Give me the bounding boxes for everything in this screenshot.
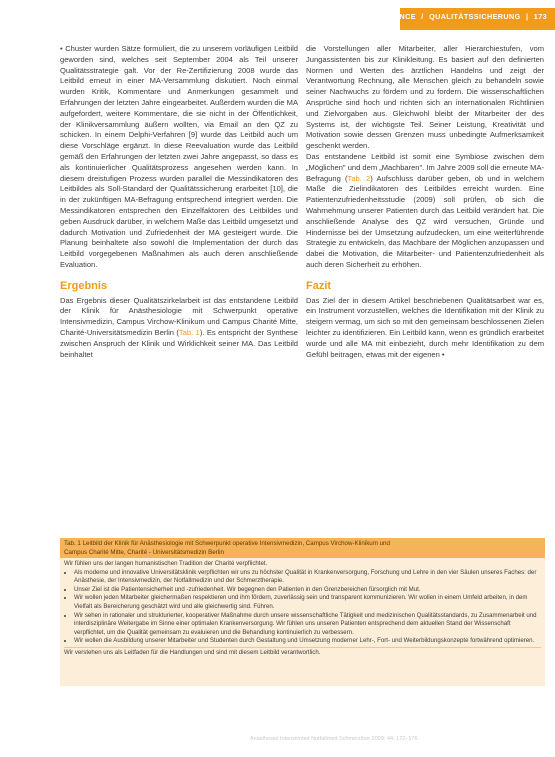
body-paragraph-2 [306, 152, 544, 271]
table-list [64, 569, 541, 646]
table-intro: Wir fühlen uns der langen humanistischen Tradition der Charité verpflichtet. [64, 560, 268, 567]
header-divider: | [525, 12, 529, 21]
left-column [60, 44, 298, 360]
section-heading-ergebnis: Ergebnis [60, 279, 108, 292]
table-list-item: • Wir wollen jeden Mitarbeiter gleichermaßen respektieren und ihm fördern, zuverlässig sein und transparent kommunizieren. Wir wollen in einem Umfeld arbeiten, in dem Vielfalt als Bereicherung geschätzt wird und alle gleichwertig sind. Führen. [74, 594, 541, 611]
table-body [60, 558, 545, 660]
result-text-after: ). Es entspricht der Synthese zwischen Anspruch der Klinik und Wirklichkeit seiner MA. Das Leitbild beinhaltet [60, 327, 298, 359]
table-reference-link[interactable]: Tab. 2 [347, 173, 371, 183]
table-closing: Wir verstehen uns als Leitfaden für die Handlungen und sind mit diesem Leitbild verantwortlich. [64, 648, 321, 656]
table-list-item: • Unser Ziel ist die Patientensicherheit und -zufriedenheit. Wir begegnen den Patienten in den Grenzbereichen fürsorglich mit Mut. [74, 586, 541, 595]
p2-text-after: ) Aufschluss darüber geben, ob und in welchem Maße die Zielindikatoren des Leitbildes erreicht wurden. Eine Patientenzufriedenheitsstudie (2009) soll prüfen, ob sich die Wahrnehmung unserer Patienten durch das Leitbild verändert hat. Die anschließende Analyse des QZ wird versuchen, Gründe und Hindernisse bei der Umsetzung aufzudecken, um eine weiterführende Strategie zu entwickeln, das Machbare der Möglichen anzupassen und dabei die Motivation, die Mitarbeiter- und Patientenzufriedenheit als auch deren Sicherheit zu erhöhen. [306, 173, 544, 269]
table-list-item: • Wir wollen die Ausbildung unserer Mitarbeiter und Studenten durch Gestaltung und Umsetzung moderner Lehr-, Fort- und Weiterbildungskonzepte fortwährend optimieren. [74, 637, 541, 646]
table-list-item: • Wir sehen in rationaler und strukturierter, kooperativer Maßnahme durch unsere wissenschaftliche Tätigkeit und medizinischen Qualitätsstandards, zu Zusammenarbeit und interdisziplinäre Weitergabe im Sinne einer optimalen Krankenversorgung. Wir fühlen uns unseren Patienten entsprechend dem aktuellen Stand der Wissenschaft verpflichtet, um die Qualität gemeinsam zu evaluieren und die Behandlung kontinuierlich zu verbessern. [74, 612, 541, 638]
header-section-de: QUALITÄTSSICHERUNG [429, 12, 521, 21]
table-list-item: • Als moderne und innovative Universitätsklinik verpflichten wir uns zu höchster Qualität in Krankenversorgung, Forschung und Lehre in den vier Säulen unseres Faches: der Anästhesie, der Intensivmedizin, der Notfallmedizin und der Schmerztherapie. [74, 569, 541, 586]
page-number: 173 [533, 12, 547, 21]
conclusion-paragraph: Das Ziel der in diesem Artikel beschriebenen Qualitätsarbeit war es, ein Instrument vorzustellen, welches die Identifikation mit der Klinik zu steigern vermag, um sich so mit den gemeinsam beschlossenen Zielen leichter zu identifizieren. Ein Leitbild kann, wenn es gründlich erarbeitet wurde und alle MA mit einbezieht, durch mehr Identifikation zu dem Gefühl beitragen, etwas mit der eigenen • [306, 295, 544, 359]
table-divider [64, 647, 541, 648]
table-reference-link[interactable]: Tab. 1 [178, 327, 200, 337]
right-column [306, 44, 544, 360]
header-title [330, 12, 547, 21]
body-paragraph-1: die Vorstellungen aller Mitarbeiter, aller Hierarchiestufen, vom Jungassistenten bis zur Klinikleitung. Es basiert auf den definierten Normen und Werten des ärztlichen Handelns und zeigt der Verantwortung Rechnung, alle Menschen gleich zu behandeln sowie seiner Nachwuchs zu fördern und zu fordern. Die wissenschaftlichen Ansprüche sind hoch und richten sich an internationalen Richtlinien und Zielvorgaben aus. Gleichwohl bleibt der Mitarbeiter der des Systems ist, der wichtigste Teil. Seiner Leistung, Kreativität und Motivation sowie dessen Grenzen muss unbedingte Aufmerksamkeit geschenkt werden. [306, 44, 544, 151]
running-header [330, 8, 555, 30]
mission-statement-table [60, 538, 545, 686]
table-caption-line-2: Campus Charité Mitte, Charité - Universitätsmedizin Berlin [64, 549, 224, 556]
header-slash: / [421, 12, 424, 21]
header-section-en: QUALITY ASSURANCE [330, 12, 416, 21]
result-text-before: Das Ergebnis dieser Qualitätszirkelarbeit ist das entstandene Leitbild der Klinik für Anästhesiologie mit Schwerpunkt operative Intensivmedizin, Campus Virchow-Klinikum und Campus Charité Mitte, Charité-Universitätsmedizin Berlin ( [60, 295, 298, 337]
intro-paragraph: • Chuster wurden Sätze formuliert, die zu unserem vorläufigen Leitbild geworden sind, welches seit September 2004 als Teil unserer Qualitätsstrategie galt. Vor der Re-Zertifizierung 2008 wurde das Leitbild erneut in einer MA-Versammlung diskutiert. Noch einmal wurden Kritik, Kommentare und Anmerkungen gesammelt und Erfahrungen der letzten Jahre eingearbeitet. Außerdem wurden die MA aufgefordert, weitere Kommentare, die sie nicht in der Öffentlichkeit, der Klinikversammlung äußern wollten, via Email an den QZ zu schicken. In einem Delphi-Verfahren [9] wurde das Leitbild auch um diese Vorschläge ergänzt. In diese Reevaluation wurde das Leitbild gemäß den Erfahrungen der letzten zwei Jahre angepasst, so dass es als kontinuierlicher Qualitätsprozess angesehen werden kann. In diesem dreistufigen Prozess wurden parallel die Messindikatoren des Leitbildes als Soll-Standard der Qualitätssicherung erarbeitet [10], die in der zukünftigen MA-Befragung entsprechend integriert werden. Die Messindikatoren entsprechen den Einzelfaktoren des Leitbildes und geben Ausdruck darüber, in welchem Maße das Leitbild umgesetzt und dadurch Motivation und Zufriedenheit der MA gesteigert wurde. Die Planung beinhaltete also sowohl die Implementation der durch das Leitbild vorgegebenen Maßnahmen als auch deren anschließende Evaluation. [60, 44, 298, 269]
table-caption-line-1: Tab. 1 Leitbild der Klinik für Anästhesiologie mit Schwerpunkt operative Intensivmedizin, Campus Virchow-Klinikum und [64, 540, 390, 547]
p2-text-before: Das entstandene Leitbild ist somit eine Symbiose zwischen dem „Möglichen" und dem „Machbaren". Im Jahre 2009 soll die erneute MA-Befragung ( [306, 151, 544, 183]
table-caption [60, 538, 545, 558]
page-footer: Anästhesiol Intensivmed Notfallmed Schmerzther 2009; 44: 172–176 [250, 736, 418, 742]
result-paragraph [60, 296, 298, 361]
section-heading-fazit: Fazit [306, 279, 332, 292]
